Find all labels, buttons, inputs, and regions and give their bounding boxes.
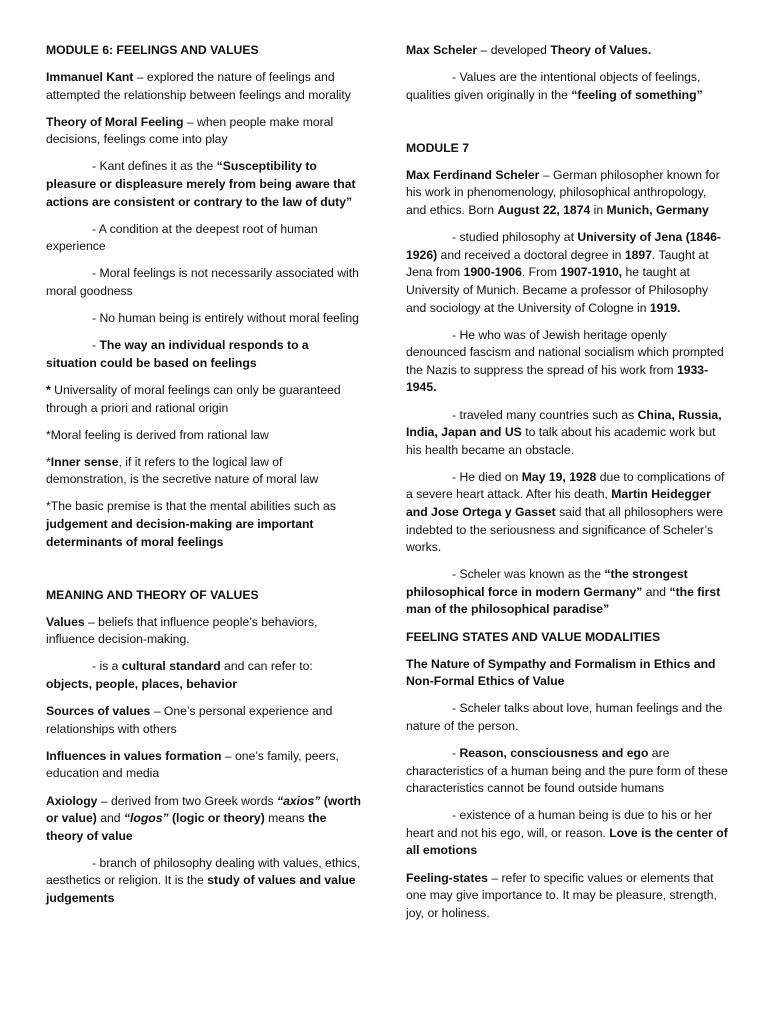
theory-moral-feeling-paragraph: Theory of Moral Feeling – when people make moral decisions, feelings come into play [46,114,334,147]
section-spacer [46,561,362,587]
studied-paragraph: - studied philosophy at University of Jena (1846-1926) and received a doctoral degree in 1897. Taught at Jena from 1900-1906. From 1907-1910, he taught at University of Munich. Became a professor of Philosophy and sociology at the University of Cologne in 1919. [406,230,721,315]
section-spacer [406,114,728,140]
left-column [46,42,362,917]
scheler-intro-paragraph: Max Scheler – developed Theory of Values. [406,43,652,57]
branch-paragraph: - branch of philosophy dealing with values, ethics, aesthetics or religion. It is the study of values and value judgements [46,855,361,905]
basic-premise-paragraph: *The basic premise is that the mental abilities such as judgement and decision-making are important determinants of moral feelings [46,499,336,549]
cultural-standard-paragraph: - is a cultural standard and can refer to: objects, people, places, behavior [46,659,313,692]
not-associated-paragraph: - Moral feelings is not necessarily associated with moral goodness [46,266,359,299]
died-paragraph: - He died on May 19, 1928 due to complications of a severe heart attack. After his death, Martin Heidegger and Jose Ortega y Gasset said that all philosophers were indebted to the seriousness and significance of Scheler’s works. [406,469,725,555]
meaning-values-title: MEANING AND THEORY OF VALUES [46,587,259,602]
derived-rational-paragraph: *Moral feeling is derived from rational law [46,427,269,442]
jewish-heritage-paragraph: - He who was of Jewish heritage openly denounced fascism and national socialism which prompted the Nazis to suppress the spread of his work from 1933-1945. [406,327,724,395]
strongest-force-paragraph: - Scheler was known as the “the strongest philosophical force in modern Germany” and “the first man of the philosophical paradise” [406,567,721,617]
axiology-paragraph: Axiology – derived from two Greek words “axios” (worth or value) and “logos” (logic or theory) means the theory of value [46,793,361,843]
condition-paragraph: - A condition at the deepest root of human experience [46,221,318,254]
kant-defines-paragraph: - Kant defines it as the “Susceptibility to pleasure or displeasure merely from being aware that actions are consistent or contrary to the law of duty” [46,159,356,209]
influences-paragraph: Influences in values formation – one’s family, peers, education and media [46,748,339,781]
inner-sense-paragraph: *Inner sense, if it refers to the logical law of demonstration, is the secretive nature of moral law [46,454,319,487]
no-human-paragraph: - No human being is entirely without moral feeling [92,311,359,326]
reason-consciousness-paragraph: - Reason, consciousness and ego are characteristics of a human being and the pure form of these characteristics cannot be found outside humans [406,746,728,796]
ferdinand-paragraph: Max Ferdinand Scheler – German philosopher known for his work in phenomenology, philosophical anthropology, and ethics. Born August 22, 1874 in Munich, Germany [406,167,720,218]
existence-paragraph: - existence of a human being is due to his or her heart and not his ego, will, or reason. Love is the center of all emotions [406,808,728,858]
sources-values-paragraph: Sources of values – One’s personal experience and relationships with others [46,704,333,736]
feeling-states-paragraph: Feeling-states – refer to specific values or elements that one may give importance to. It may be pleasure, strength, joy, or holiness. [406,870,717,920]
traveled-paragraph: - traveled many countries such as China, Russia, India, Japan and US to talk about his academic work but his health became an obstacle. [406,407,722,457]
module6-title: MODULE 6: FEELINGS AND VALUES [46,43,259,57]
module7-title: MODULE 7 [406,140,469,155]
values-definition-paragraph: Values – beliefs that influence people’s behaviors, influence decision-making. [46,614,318,647]
right-column [406,42,728,932]
feeling-states-title: FEELING STATES AND VALUE MODALITIES [406,629,661,644]
universality-paragraph: * Universality of moral feelings can only be guaranteed through a priori and rational origin [46,382,341,415]
nature-sympathy-heading: The Nature of Sympathy and Formalism in Ethics and Non-Formal Ethics of Value [406,656,716,689]
way-individual-paragraph: - The way an individual responds to a situation could be based on feelings [46,338,309,370]
kant-paragraph: Immanuel Kant – explored the nature of feelings and attempted the relationship between feelings and morality [46,70,351,102]
love-feelings-paragraph: - Scheler talks about love, human feelings and the nature of the person. [406,701,723,733]
intentional-objects-paragraph: - Values are the intentional objects of feelings, qualities given originally in the “feeling of something” [406,70,703,102]
